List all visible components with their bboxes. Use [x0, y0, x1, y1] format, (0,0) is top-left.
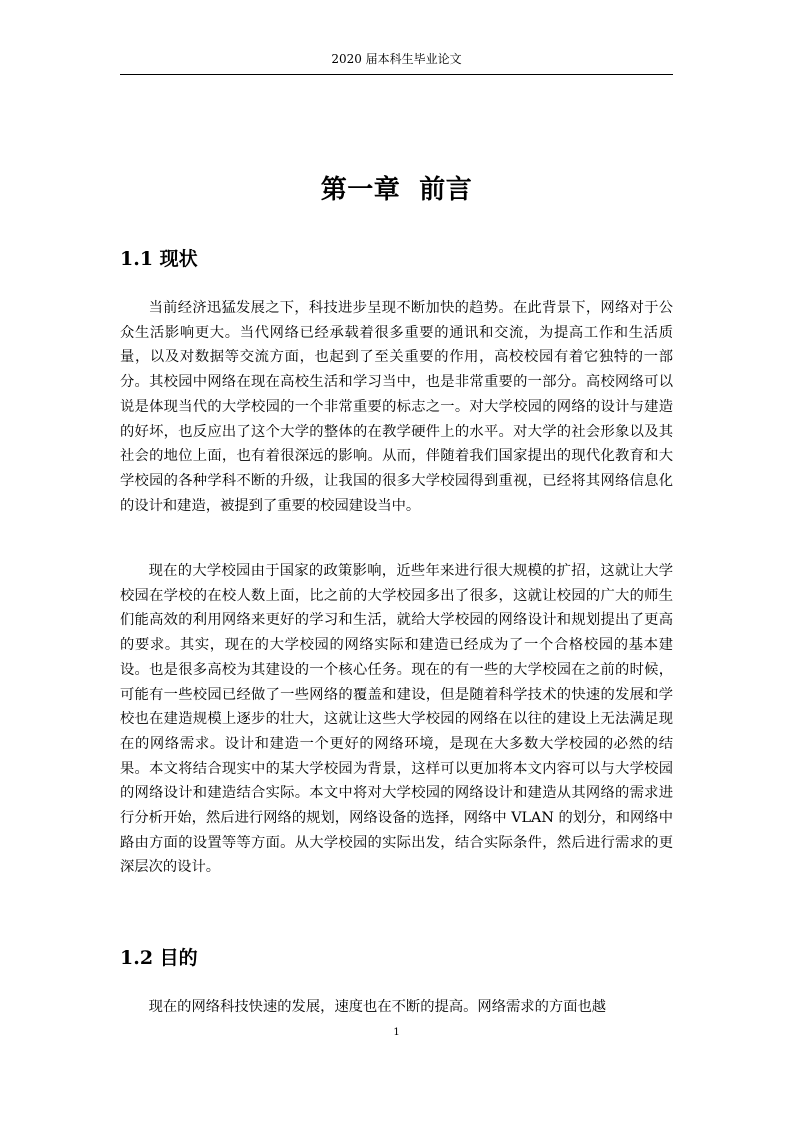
paragraph-current-status-1: 当前经济迅猛发展之下，科技进步呈现不断加快的趋势。在此背景下，网络对于公众生活影响更大。当代网络已经承载着很多重要的通讯和交流，为提高工作和生活质量，以及对数据等交流方面，也起到了至关重要的作用，高校校园有着它独特的一部分。其校园中网络在现在高校生活和学习当中，也是非常重要的一部分。高校网络可以说是体现当代的大学校园的一个非常重要的标志之一。对大学校园的网络的设计与建造的好坏，也反应出了这个大学的整体的在教学硬件上的水平。对大学的社会形象以及其社会的地位上面，也有着很深远的影响。从而，伴随着我们国家提出的现代化教育和大学校园的各种学科不断的升级，让我国的很多大学校园得到重视，已经将其网络信息化的设计和建造，被提到了重要的校园建设当中。	[120, 300, 673, 514]
section-heading-1-1: 1.1 现状	[120, 248, 198, 270]
paragraph-purpose-1: 现在的网络科技快速的发展，速度也在不断的提高。网络需求的方面也越	[148, 999, 607, 1015]
page-header: 2020 届本科生毕业论文	[120, 48, 673, 75]
page-number: 1	[393, 1027, 400, 1038]
chapter-title: 第一章 前言	[320, 175, 473, 205]
section-heading-1-2: 1.2 目的	[120, 947, 198, 969]
paragraph-current-status-2: 现在的大学校园由于国家的政策影响，近些年来进行很大规模的扩招，这就让大学校园在学校的在校人数上面，比之前的大学校园多出了很多，这就让校园的广大的师生们能高效的利用网络来更好的学习和生活，就给大学校园的网络设计和规划提出了更高的要求。其实，现在的大学校园的网络实际和建造已经成为了一个合格校园的基本建设。也是很多高校为其建设的一个核心任务。现在的有一些的大学校园在之前的时候，可能有一些校园已经做了一些网络的覆盖和建设，但是随着科学技术的快速的发展和学校也在建造规模上逐步的壮大，这就让这些大学校园的网络在以往的建设上无法满足现在的网络需求。设计和建造一个更好的网络环境，是现在大多数大学校园的必然的结果。本文将结合现实中的某大学校园为背景，这样可以更加将本文内容可以与大学校园的网络设计和建造结合实际。本文中将对大学校园的网络设计和建造从其网络的需求进行分析开始，然后进行网络的规划，网络设备的选择，网络中 VLAN 的划分，和网络中路由方面的设置等等方面。从大学校园的实际出发，结合实际条件，然后进行需求的更深层次的设计。	[120, 563, 673, 876]
